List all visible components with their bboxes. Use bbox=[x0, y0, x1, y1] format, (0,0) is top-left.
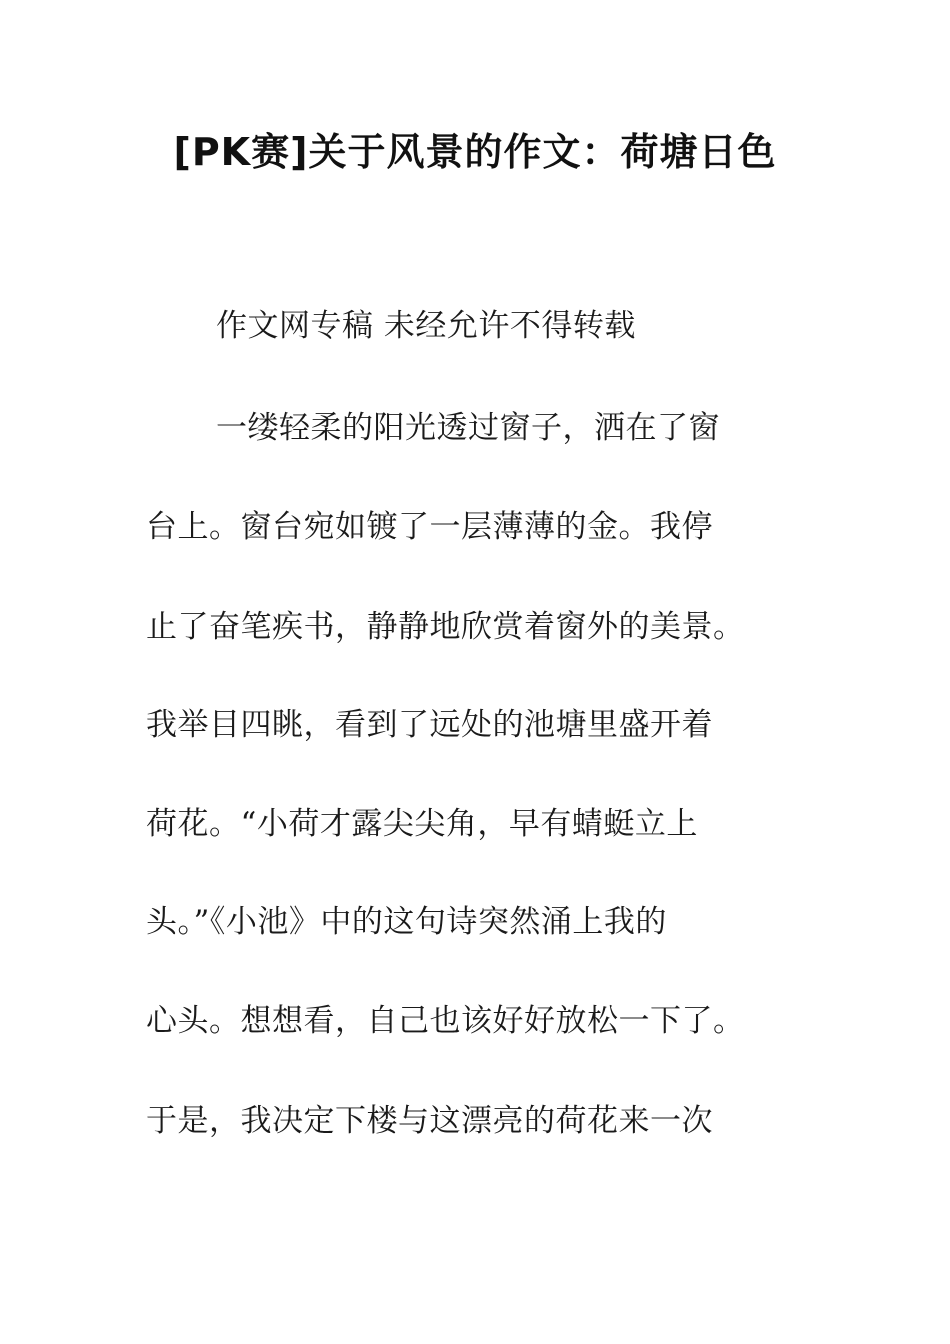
paragraph-line: 心头。想想看，自己也该好好放松一下了。 bbox=[146, 1003, 745, 1039]
copyright-note: 作文网专稿 未经允许不得转载 bbox=[216, 308, 636, 344]
document-title: [PK赛]关于风景的作文：荷塘日色 bbox=[173, 130, 777, 174]
paragraph-line: 荷花。“小荷才露尖尖角，早有蜻蜓立上 bbox=[146, 806, 698, 842]
paragraph-line: 于是，我决定下楼与这漂亮的荷花来一次 bbox=[146, 1103, 713, 1139]
paragraph-line: 我举目四眺，看到了远处的池塘里盛开着 bbox=[146, 707, 713, 743]
paragraph-line: 台上。窗台宛如镀了一层薄薄的金。我停 bbox=[146, 509, 713, 545]
paragraph-line: 头。”《小池》中的这句诗突然涌上我的 bbox=[146, 904, 667, 940]
paragraph-line: 止了奋笔疾书，静静地欣赏着窗外的美景。 bbox=[146, 609, 745, 645]
paragraph-line: 一缕轻柔的阳光透过窗子，洒在了窗 bbox=[216, 410, 720, 446]
